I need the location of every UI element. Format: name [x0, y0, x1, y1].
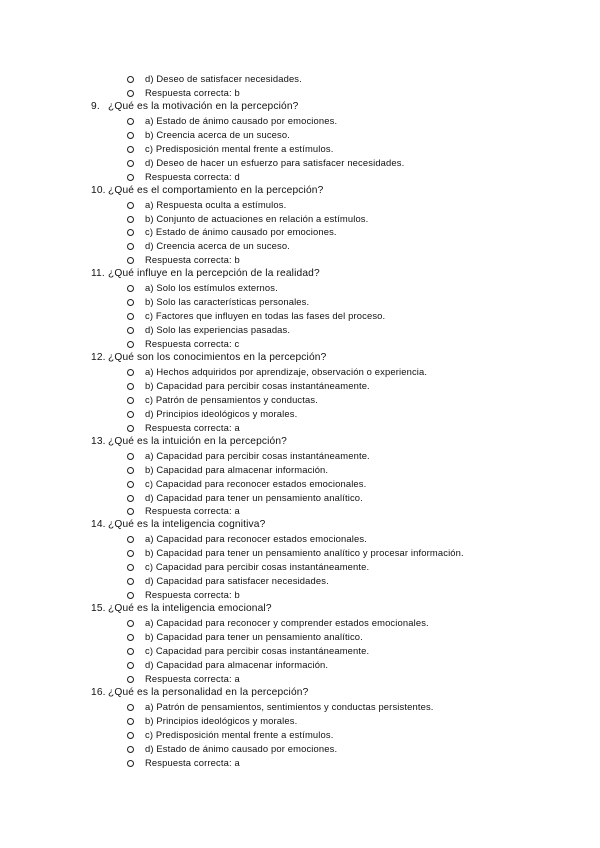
question-number: 16.	[91, 686, 106, 698]
option-text: b) Capacidad para tener un pensamiento analítico.	[145, 631, 363, 642]
question-number: 13.	[91, 435, 106, 447]
option-text: Respuesta correcta: b	[145, 87, 240, 98]
option-text: c) Capacidad para percibir cosas instantáneamente.	[145, 561, 370, 573]
option-text: Respuesta correcta: a	[145, 421, 240, 433]
circle-bullet-icon	[127, 508, 134, 515]
question-text: ¿Qué es la personalidad en la percepción?	[108, 686, 309, 698]
option-text: a) Capacidad para reconocer estados emocionales.	[145, 533, 367, 545]
option-text: d) Principios ideológicos y morales.	[145, 407, 298, 419]
question-number: 12.	[91, 352, 106, 363]
option-text: d) Deseo de satisfacer necesidades.	[145, 73, 302, 84]
option-text: d) Capacidad para almacenar información.	[145, 658, 329, 670]
option-text: b) Creencia acerca de un suceso.	[145, 128, 290, 140]
option-text: d) Capacidad para satisfacer necesidades.	[145, 575, 329, 587]
question-line	[91, 518, 265, 532]
circle-bullet-icon	[127, 648, 134, 655]
circle-bullet-icon	[127, 453, 134, 460]
question-text: ¿Qué es la intuición en la percepción?	[108, 435, 287, 447]
circle-bullet-icon	[127, 146, 134, 153]
question-line	[91, 267, 320, 281]
option-text: Respuesta correcta: b	[145, 589, 240, 601]
question-text: ¿Qué es el comportamiento en la percepción?	[108, 184, 324, 196]
option-text: b) Principios ideológicos y morales.	[145, 714, 298, 726]
option-text: c) Predisposición mental frente a estímulos.	[145, 142, 334, 154]
question-number: 11.	[91, 268, 105, 280]
circle-bullet-icon	[127, 425, 134, 432]
option-text: a) Respuesta oculta a estímulos.	[145, 198, 287, 210]
option-text: d) Solo las experiencias pasadas.	[145, 324, 291, 336]
question-text: ¿Qué son los conocimientos en la percepción?	[108, 352, 327, 363]
option-text: c) Factores que influyen en todas las fases del proceso.	[145, 310, 386, 322]
option-text: c) Estado de ánimo causado por emociones.	[145, 226, 337, 238]
circle-bullet-icon	[127, 495, 134, 502]
circle-bullet-icon	[127, 760, 134, 767]
question-line	[91, 351, 326, 365]
option-text: Respuesta correcta: a	[145, 505, 240, 517]
option-text: c) Predisposición mental frente a estímulos.	[145, 728, 334, 740]
option-text: Respuesta correcta: d	[145, 170, 240, 182]
question-line	[91, 100, 298, 114]
option-text: b) Solo las características personales.	[145, 296, 310, 308]
circle-bullet-icon	[127, 216, 134, 223]
circle-bullet-icon	[127, 299, 134, 306]
circle-bullet-icon	[127, 634, 134, 641]
option-text: a) Patrón de pensamientos, sentimientos y conductas persistentes.	[145, 700, 434, 712]
option-text: b) Capacidad para percibir cosas instantáneamente.	[145, 379, 370, 391]
option-text: Respuesta correcta: b	[145, 254, 240, 266]
option-text: a) Estado de ánimo causado por emociones.	[145, 114, 338, 126]
circle-bullet-icon	[127, 285, 134, 292]
option-text: c) Capacidad para reconocer estados emocionales.	[145, 477, 367, 489]
circle-bullet-icon	[127, 536, 134, 543]
circle-bullet-icon	[127, 243, 134, 250]
circle-bullet-icon	[127, 202, 134, 209]
question-number: 10.	[91, 184, 106, 196]
circle-bullet-icon	[127, 257, 134, 264]
circle-bullet-icon	[127, 369, 134, 376]
question-line	[91, 184, 323, 198]
option-text: a) Capacidad para percibir cosas instantáneamente.	[145, 449, 370, 461]
circle-bullet-icon	[127, 732, 134, 739]
question-line	[91, 686, 308, 700]
circle-bullet-icon	[127, 327, 134, 334]
circle-bullet-icon	[127, 662, 134, 669]
question-text: ¿Qué es la inteligencia emocional?	[108, 603, 272, 615]
question-text: ¿Qué es la inteligencia cognitiva?	[108, 519, 266, 531]
option-text: d) Creencia acerca de un suceso.	[145, 240, 290, 252]
circle-bullet-icon	[127, 160, 134, 167]
circle-bullet-icon	[127, 578, 134, 585]
option-text: Respuesta correcta: c	[145, 338, 240, 350]
question-line	[91, 602, 272, 616]
circle-bullet-icon	[127, 313, 134, 320]
option-text: b) Conjunto de actuaciones en relación a estímulos.	[145, 212, 369, 224]
question-number: 9.	[91, 100, 100, 112]
option-text: c) Patrón de pensamientos y conductas.	[145, 393, 318, 405]
option-text: Respuesta correcta: a	[145, 756, 240, 768]
option-text: a) Solo los estímulos externos.	[145, 282, 278, 294]
circle-bullet-icon	[127, 481, 134, 488]
question-number: 15.	[91, 603, 106, 615]
circle-bullet-icon	[127, 592, 134, 599]
circle-bullet-icon	[127, 90, 134, 97]
option-text: d) Capacidad para tener un pensamiento analítico.	[145, 491, 363, 503]
circle-bullet-icon	[127, 676, 134, 683]
option-text: a) Capacidad para reconocer y comprender estados emocionales.	[145, 617, 429, 628]
circle-bullet-icon	[127, 746, 134, 753]
circle-bullet-icon	[127, 118, 134, 125]
option-text: c) Capacidad para percibir cosas instantáneamente.	[145, 644, 370, 656]
option-text: b) Capacidad para tener un pensamiento analítico y procesar información.	[145, 547, 464, 559]
question-number: 14.	[91, 519, 106, 531]
circle-bullet-icon	[127, 397, 134, 404]
circle-bullet-icon	[127, 467, 134, 474]
question-line	[91, 435, 287, 449]
circle-bullet-icon	[127, 76, 134, 83]
circle-bullet-icon	[127, 564, 134, 571]
circle-bullet-icon	[127, 229, 134, 236]
option-text: d) Estado de ánimo causado por emociones.	[145, 742, 338, 754]
option-text: Respuesta correcta: a	[145, 672, 240, 684]
option-text: b) Capacidad para almacenar información.	[145, 463, 329, 475]
option-text: a) Hechos adquiridos por aprendizaje, observación o experiencia.	[145, 365, 428, 377]
question-text: ¿Qué es la motivación en la percepción?	[108, 100, 299, 112]
circle-bullet-icon	[127, 341, 134, 348]
option-text: d) Deseo de hacer un esfuerzo para satisfacer necesidades.	[145, 156, 405, 168]
question-text: ¿Qué influye en la percepción de la realidad?	[108, 268, 320, 280]
circle-bullet-icon	[127, 411, 134, 418]
circle-bullet-icon	[127, 383, 134, 390]
circle-bullet-icon	[127, 620, 134, 627]
circle-bullet-icon	[127, 704, 134, 711]
circle-bullet-icon	[127, 132, 134, 139]
circle-bullet-icon	[127, 718, 134, 725]
circle-bullet-icon	[127, 550, 134, 557]
circle-bullet-icon	[127, 174, 134, 181]
